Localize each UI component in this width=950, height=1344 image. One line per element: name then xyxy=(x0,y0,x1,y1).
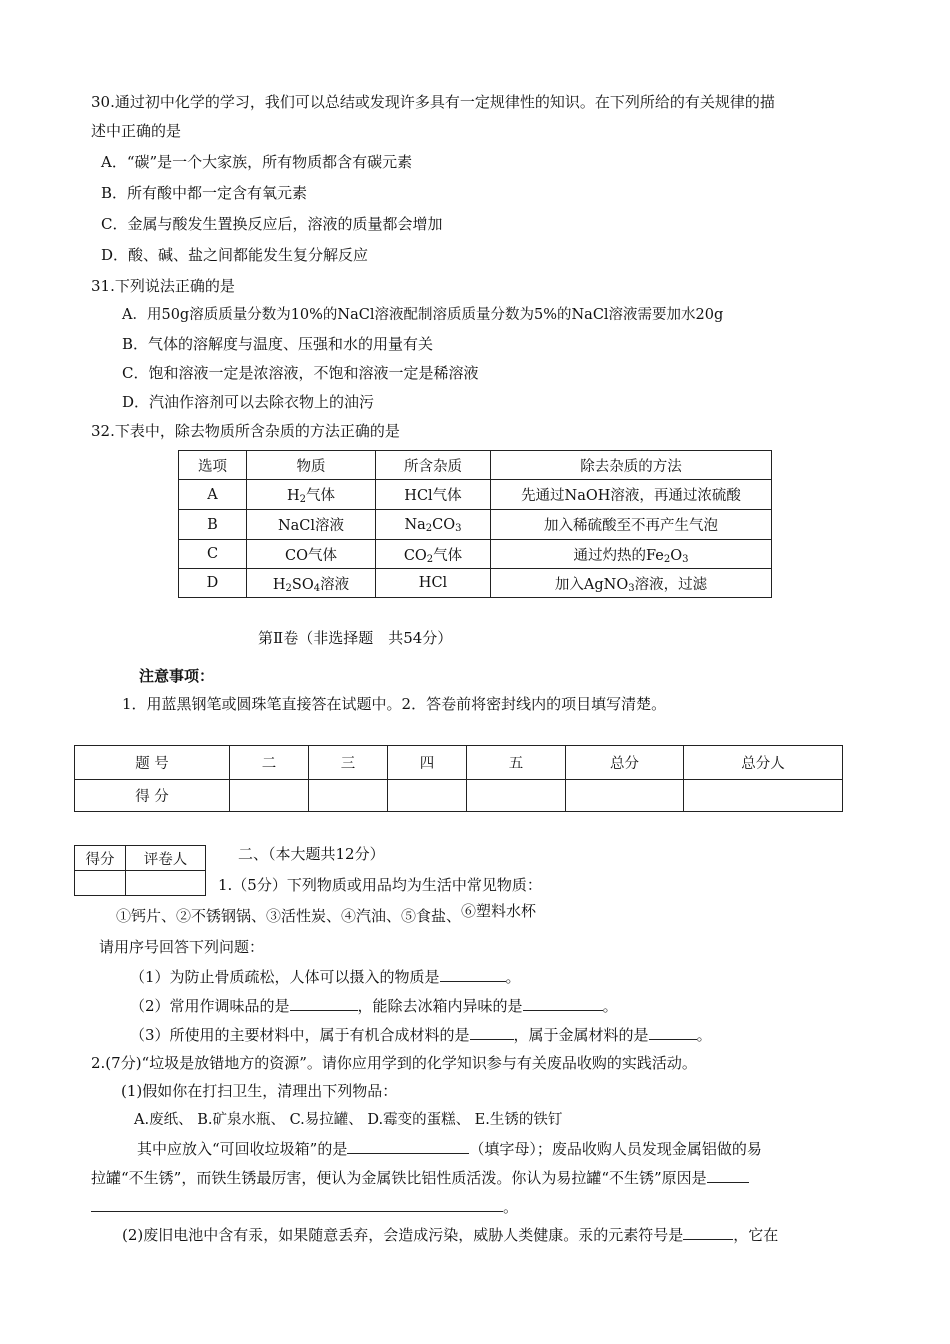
answer-blank[interactable] xyxy=(707,1168,749,1183)
q2-line3 xyxy=(91,1197,518,1217)
formula-part: H xyxy=(272,576,286,593)
q31-option-c: C．饱和溶液一定是浓溶液，不饱和溶液一定是稀溶液 xyxy=(122,364,479,382)
q31-option-b: B．气体的溶解度与温度、压强和水的用量有关 xyxy=(122,335,434,353)
q32-table xyxy=(178,450,772,598)
notice-text: 1．用蓝黑钢笔或圆珠笔直接答在试题中。2．答卷前将密封线内的项目填写清楚。 xyxy=(122,695,667,713)
formula-part: 溶液，过滤 xyxy=(634,576,708,593)
score-table xyxy=(74,745,843,812)
q32-cell-method xyxy=(491,569,772,598)
q32-cell-substance xyxy=(247,480,376,510)
formula-part: 溶液 xyxy=(320,576,350,593)
q2-line2 xyxy=(91,1168,749,1188)
score-row-label: 得 分 xyxy=(75,780,230,812)
q32-cell-opt: D xyxy=(179,569,247,598)
score-header-number: 题 号 xyxy=(75,746,230,780)
q30-option-b: B．所有酸中都一定含有氧元素 xyxy=(101,184,308,202)
q32-cell-impurity: HCl xyxy=(376,569,491,598)
grader-score-cell[interactable] xyxy=(75,871,126,896)
score-cell[interactable] xyxy=(467,780,566,812)
formula-part: CO xyxy=(403,547,427,564)
notice-title: 注意事项： xyxy=(139,667,215,685)
formula-part: H xyxy=(286,488,300,504)
score-header-totaler: 总分人 xyxy=(684,746,843,780)
punct: 。 xyxy=(503,1198,519,1216)
table-row xyxy=(179,510,772,540)
answer-blank[interactable] xyxy=(347,1139,469,1154)
q32-cell-substance xyxy=(247,569,376,598)
score-header-5: 五 xyxy=(467,746,566,780)
section2-q1-prompt: 请用序号回答下列问题： xyxy=(99,938,265,956)
q32-cell-impurity: HCl气体 xyxy=(376,480,491,510)
q2-line2-text: 拉罐“不生锈”，而铁生锈最厉害，便认为金属铁比铝性质活泼。你认为易拉罐“不生锈”原因是 xyxy=(91,1169,707,1187)
score-cell[interactable] xyxy=(388,780,467,812)
q2-line1-text-a: 其中应放入“可回收垃圾箱”的是 xyxy=(137,1140,348,1158)
section2-q2-stem: 2.(7分)“垃圾是放错地方的资源”。请你应用学到的化学知识参与有关废品收购的实践活动。 xyxy=(91,1054,697,1072)
q2-part1-intro: (1)假如你在打扫卫生，清理出下列物品： xyxy=(121,1082,398,1100)
answer-blank[interactable] xyxy=(91,1197,503,1212)
grader-box xyxy=(74,845,206,896)
q2-line1 xyxy=(137,1139,762,1159)
q1-part1 xyxy=(130,967,521,987)
punct: 。 xyxy=(696,1026,712,1044)
punct: 。 xyxy=(505,968,521,986)
q32-cell-impurity xyxy=(376,540,491,569)
formula-part: 气体 xyxy=(433,547,463,564)
section2-q1-items xyxy=(116,902,537,926)
grader-score-label: 得分 xyxy=(75,846,126,871)
q30-option-c: C．金属与酸发生置换反应后，溶液的质量都会增加 xyxy=(101,215,443,233)
q2-part2-text-a: (2)废旧电池中含有汞，如果随意丢弃，会造成污染，威胁人类健康。汞的元素符号是 xyxy=(122,1226,684,1244)
q32-cell-substance: CO气体 xyxy=(247,540,376,569)
q1-part3 xyxy=(130,1025,712,1045)
q1-part2 xyxy=(130,996,618,1016)
score-header-4: 四 xyxy=(388,746,467,780)
q2-part2-text-b: ，它在 xyxy=(733,1226,779,1244)
q1-part2-text-b: ，能除去冰箱内异味的是 xyxy=(357,997,523,1015)
score-header-3: 三 xyxy=(309,746,388,780)
answer-blank[interactable] xyxy=(683,1225,733,1240)
score-cell[interactable] xyxy=(566,780,684,812)
q2-items: A.废纸、 B.矿泉水瓶、 C.易拉罐、 D.霉变的蛋糕、 E.生锈的铁钉 xyxy=(134,1112,563,1128)
formula-subscript: 3 xyxy=(628,582,635,594)
q30-option-d: D．酸、碱、盐之间都能发生复分解反应 xyxy=(101,246,369,264)
formula-part: CO xyxy=(432,516,456,533)
q32-header-impurity: 所含杂质 xyxy=(376,451,491,480)
grader-name-label: 评卷人 xyxy=(126,846,206,871)
q1-item6-text: ⑥塑料水杯 xyxy=(461,902,537,920)
formula-subscript: 2 xyxy=(663,553,671,565)
formula-subscript: 2 xyxy=(425,522,433,534)
q1-part3-text-b: ，属于金属材料的是 xyxy=(513,1026,649,1044)
formula-subscript: 2 xyxy=(426,553,434,565)
formula-subscript: 3 xyxy=(455,522,462,534)
table-row xyxy=(179,480,772,510)
q30-stem-line1: 30.通过初中化学的学习，我们可以总结或发现许多具有一定规律性的知识。在下列所给的有关规律的描 xyxy=(91,93,775,111)
q1-part1-text: （1）为防止骨质疏松，人体可以摄入的物质是 xyxy=(130,968,440,986)
q32-header-substance: 物质 xyxy=(247,451,376,480)
q32-cell-impurity xyxy=(376,510,491,540)
answer-blank[interactable] xyxy=(649,1025,697,1040)
formula-subscript: 2 xyxy=(299,494,307,505)
answer-blank[interactable] xyxy=(470,1025,514,1040)
formula-subscript: 4 xyxy=(313,582,321,594)
q32-cell-method xyxy=(491,540,772,569)
q32-stem: 32.下表中，除去物质所含杂质的方法正确的是 xyxy=(91,422,400,440)
q31-stem: 31.下列说法正确的是 xyxy=(91,277,235,295)
part2-title: 第Ⅱ卷（非选择题 共54分） xyxy=(258,629,453,647)
q32-cell-method: 加入稀硫酸至不再产生气泡 xyxy=(491,510,772,540)
formula-subscript: 2 xyxy=(285,582,292,594)
formula-part: 气体 xyxy=(306,488,336,504)
formula-subscript: 3 xyxy=(682,553,689,565)
score-cell[interactable] xyxy=(684,780,843,812)
q32-cell-opt: A xyxy=(179,480,247,510)
score-header-total: 总分 xyxy=(566,746,684,780)
q32-cell-substance: NaCl溶液 xyxy=(247,510,376,540)
q32-header-option: 选项 xyxy=(179,451,247,480)
table-row xyxy=(179,540,772,569)
table-row xyxy=(179,569,772,598)
q32-cell-opt: C xyxy=(179,540,247,569)
q1-part2-text-a: （2）常用作调味品的是 xyxy=(130,997,290,1015)
q31-option-a: A．用50g溶质质量分数为10%的NaCl溶液配制溶质质量分数为5%的NaCl溶液需要加水20g xyxy=(122,307,724,323)
formula-part: 通过灼热的Fe xyxy=(573,547,664,564)
score-header-2: 二 xyxy=(230,746,309,780)
formula-part: SO xyxy=(291,576,314,593)
formula-part: Na xyxy=(404,516,426,533)
formula-part: O xyxy=(670,547,683,564)
q32-cell-opt: B xyxy=(179,510,247,540)
q31-option-d: D．汽油作溶剂可以去除衣物上的油污 xyxy=(122,393,375,411)
q2-part2 xyxy=(122,1225,778,1245)
section2-heading: 二、（本大题共12分） xyxy=(238,845,385,863)
q32-cell-method: 先通过NaOH溶液，再通过浓硫酸 xyxy=(491,480,772,510)
q32-header-method: 除去杂质的方法 xyxy=(491,451,772,480)
q30-stem-line2: 述中正确的是 xyxy=(91,122,182,140)
punct: 。 xyxy=(602,997,618,1015)
grader-name-cell[interactable] xyxy=(126,871,206,896)
section2-q1-stem: 1.（5分）下列物质或用品均为生活中常见物质： xyxy=(218,876,542,894)
answer-blank[interactable] xyxy=(440,967,506,982)
answer-blank[interactable] xyxy=(290,996,358,1011)
score-cell[interactable] xyxy=(309,780,388,812)
answer-blank[interactable] xyxy=(523,996,603,1011)
q1-part3-text-a: （3）所使用的主要材料中，属于有机合成材料的是 xyxy=(130,1026,470,1044)
q1-items-text: ①钙片、②不锈钢锅、③活性炭、④汽油、⑤食盐、 xyxy=(116,907,462,925)
formula-part: 加入AgNO xyxy=(554,576,629,593)
score-cell[interactable] xyxy=(230,780,309,812)
q30-option-a: A．“碳”是一个大家族，所有物质都含有碳元素 xyxy=(101,153,413,171)
q2-line1-text-b: （填字母）；废品收购人员发现金属铝做的易 xyxy=(469,1140,762,1158)
